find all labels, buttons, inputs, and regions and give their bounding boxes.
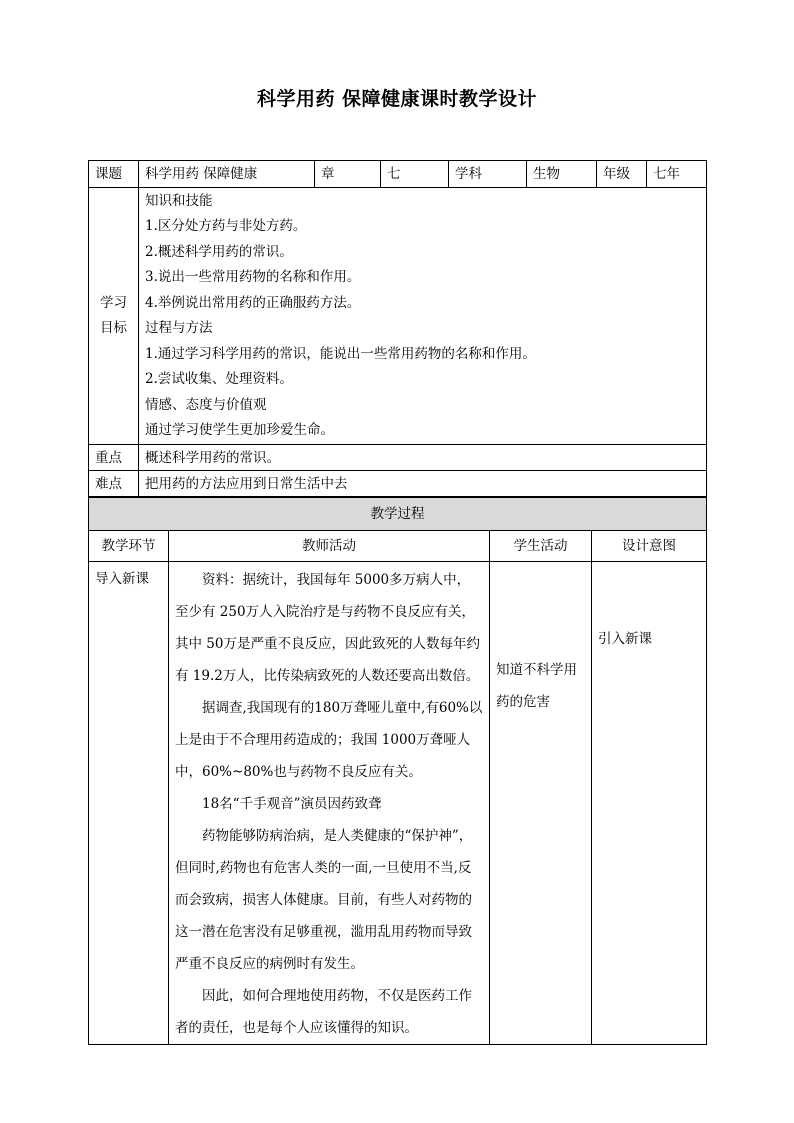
table-row bbox=[89, 562, 707, 1045]
chapter-label: 章 bbox=[315, 161, 381, 188]
goal-line: 2.概述科学用药的常识。 bbox=[145, 243, 293, 260]
column-stage: 教学环节 bbox=[89, 531, 169, 562]
subject-value: 生物 bbox=[527, 161, 597, 188]
subject-label: 学科 bbox=[449, 161, 527, 188]
difficulty-label: 难点 bbox=[89, 471, 139, 497]
grade-label: 年级 bbox=[597, 161, 647, 188]
goal-line: 过程与方法 bbox=[145, 320, 213, 336]
page-title: 科学用药 保障健康课时教学设计 bbox=[256, 88, 538, 110]
key-point-value: 概述科学用药的常识。 bbox=[139, 445, 707, 471]
teacher-paragraph: 药物能够防病治病，是人类健康的“保护神”，但同时,药物也有危害人类的一面,一旦使用不当,反而会致病，损害人体健康。目前，有些人对药物的这一潜在危害没有足够重视，滥用乱用药物而导致严重不良反应的病例时有发生。 bbox=[175, 828, 473, 972]
info-table bbox=[88, 160, 707, 497]
column-intent: 设计意图 bbox=[592, 531, 707, 562]
topic-label: 课题 bbox=[89, 161, 139, 188]
goal-line: 4.举例说出常用药的正确服药方法。 bbox=[145, 294, 361, 311]
info-row bbox=[89, 161, 707, 188]
goal-line: 2.尝试收集、处理资料。 bbox=[145, 371, 293, 387]
goal-line: 1.通过学习科学用药的常识，能说出一些常用药物的名称和作用。 bbox=[145, 345, 536, 362]
column-teacher: 教师活动 bbox=[169, 531, 490, 562]
key-point-label: 重点 bbox=[89, 445, 139, 471]
difficulty-value: 把用药的方法应用到日常生活中去 bbox=[139, 471, 707, 497]
student-activity: 知道不科学用药的危害 bbox=[490, 562, 592, 1045]
key-point-row bbox=[89, 445, 707, 471]
stage-cell: 导入新课 bbox=[89, 562, 169, 1045]
goals-content bbox=[139, 188, 707, 445]
column-header-row bbox=[89, 531, 707, 562]
design-intent: 引入新课 bbox=[592, 562, 707, 1045]
goal-line: 1.区分处方药与非处方药。 bbox=[145, 218, 307, 234]
teacher-paragraph: 18名“千手观音”演员因药致聋 bbox=[202, 796, 382, 812]
goal-line: 情感、态度与价值观 bbox=[145, 396, 267, 413]
goal-line: 通过学习使学生更加珍爱生命。 bbox=[145, 422, 334, 438]
process-table bbox=[88, 497, 707, 1045]
chapter-value: 七 bbox=[381, 161, 449, 188]
teacher-activity bbox=[169, 562, 490, 1045]
process-header-row bbox=[89, 498, 707, 531]
difficulty-row bbox=[89, 471, 707, 497]
goal-line: 3.说出一些常用药物的名称和作用。 bbox=[145, 269, 361, 285]
teacher-paragraph: 据调查,我国现有的180万聋哑儿童中,有60%以上是由于不合理用药造成的；我国 1000万聋哑人中，60%~80%也与药物不良反应有关。 bbox=[175, 700, 483, 780]
teacher-paragraph: 因此，如何合理地使用药物，不仅是医药工作者的责任，也是每个人应该懂得的知识。 bbox=[175, 988, 472, 1036]
topic-value: 科学用药 保障健康 bbox=[139, 161, 315, 188]
process-header: 教学过程 bbox=[89, 498, 707, 531]
goals-label: 学习 目标 bbox=[89, 188, 139, 445]
teacher-paragraph: 资料：据统计，我国每年 5000多万病人中，至少有 250万人入院治疗是与药物不良反应有关，其中 50万是严重不良反应，因此致死的人数每年约有 19.2万人，比传染病致死的人数还要高出数倍。 bbox=[175, 572, 480, 684]
goals-row bbox=[89, 188, 707, 445]
goal-line: 知识和技能 bbox=[145, 192, 213, 209]
column-student: 学生活动 bbox=[490, 531, 592, 562]
grade-value: 七年 bbox=[647, 161, 707, 188]
